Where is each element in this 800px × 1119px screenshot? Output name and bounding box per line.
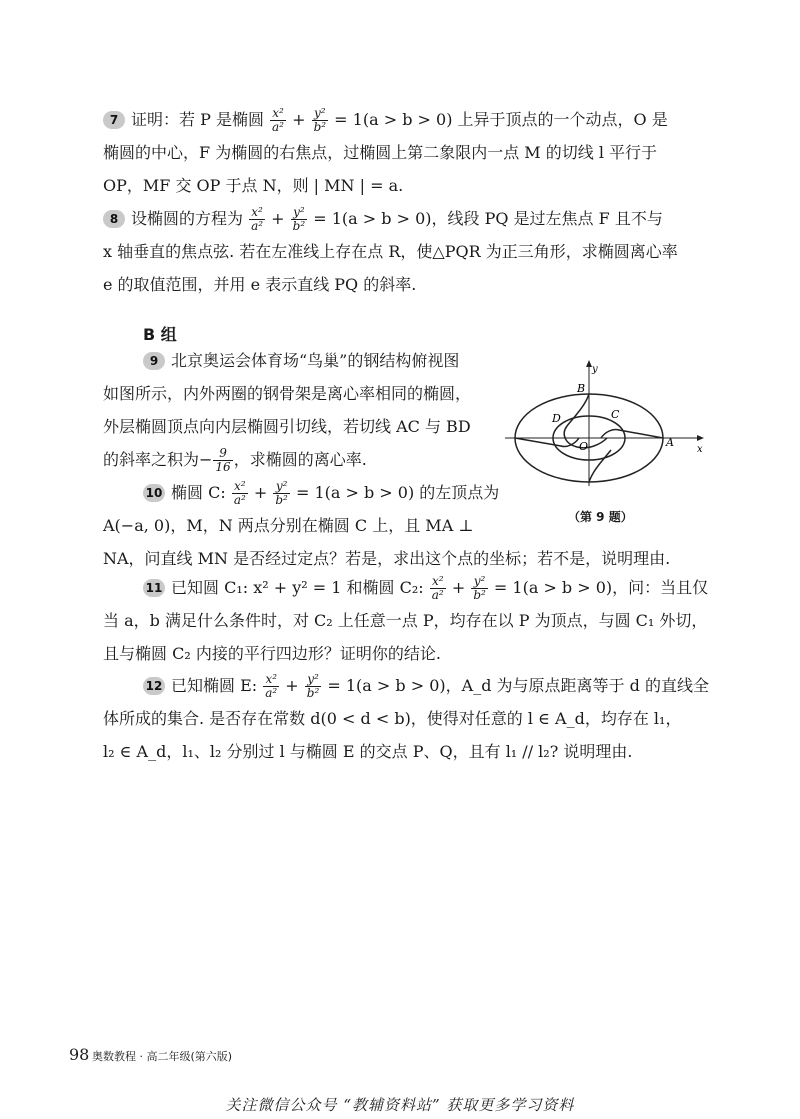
watermark-text: 关注微信公众号 “教辅资料站” 获取更多学习资料 <box>225 1096 575 1114</box>
problem-text: = 1(a > b > 0) 的左顶点为 <box>290 483 500 502</box>
problem-text: NA，问直线 MN 是否经过定点？若是，求出这个点的坐标；若不是，说明理由. <box>103 549 671 568</box>
tangent-line-left <box>515 438 579 447</box>
fraction-x: $\frac{\text{x²}}{\text{a²}}$ <box>251 205 264 233</box>
fraction-x: $\frac{\text{x²}}{\text{a²}}$ <box>272 106 284 134</box>
problem-text: x 轴垂直的焦点弦. 若在左准线上存在点 R，使△PQR 为正三角形，求椭圆离心率 <box>103 242 678 261</box>
problem-text: 且与椭圆 C₂ 内接的平行四边形？证明你的结论. <box>103 644 441 663</box>
problem-number-badge: 10 <box>143 484 165 502</box>
problem-8: 8 设椭圆的方程为 $\frac{\text{x²}}{\text{a²}}$ + $\frac{\text{y²}}{\text{b²}}$ = 1(a > b > 0)，线段 PQ 是过左焦点 F 且不与 x 轴垂直的焦点弦. 若在左准线上存在点 R，使△PQR 为正三角形，求椭圆离心率 e 的取值范围，并用 e 表示直线 PQ 的斜率. <box>103 202 695 301</box>
problem-text: 已知圆 C₁: x² + y² = 1 和椭圆 C₂: <box>171 578 429 597</box>
problem-text: = 1(a > b > 0) 上异于顶点的一个动点，O 是 <box>329 110 668 129</box>
problem-number-badge: 9 <box>143 352 165 370</box>
label-o: O <box>579 440 589 453</box>
problem-number-badge: 7 <box>103 111 125 129</box>
fraction-slope-product: $\frac{9}{16}$ <box>215 446 231 474</box>
fraction-y: $\frac{\text{y²}}{\text{b²}}$ <box>275 479 288 507</box>
problem-text: = 1(a > b > 0)，A_d 为与原点距离等于 d 的直线全 <box>322 676 709 695</box>
fraction-y: $\frac{\text{y²}}{\text{b²}}$ <box>292 205 306 233</box>
problem-11: 11 已知圆 C₁: x² + y² = 1 和椭圆 C₂: $\frac{\text{x²}}{\text{a²}}$ + $\frac{\text{y²}}{\text{b²}}$ = 1(a > b > 0)，问：当且仅 当 a，b 满足什么条件时，对 C₂ 上任意一点 P，均存在以 P 为顶点，与圆 C₁ 外切， 且与椭圆 C₂ 内接的平行四边形？证明你的结论. <box>103 571 695 670</box>
problem-text: 北京奥运会体育场“鸟巢”的钢结构俯视图 <box>171 351 460 370</box>
figure-caption: （第 9 题） <box>568 510 633 524</box>
problem-text: 的斜率之积为− <box>103 450 213 469</box>
label-x: x <box>697 444 703 455</box>
problem-text: 证明：若 P 是椭圆 <box>131 110 270 129</box>
label-y: y <box>592 364 598 375</box>
problem-number-badge: 8 <box>103 210 125 228</box>
label-c: C <box>611 408 620 421</box>
problem-text: = 1(a > b > 0)，问：当且仅 <box>488 578 709 597</box>
fraction-y: $\frac{\text{y²}}{\text{b²}}$ <box>313 106 327 134</box>
problem-12: 12 已知椭圆 E: $\frac{\text{x²}}{\text{a²}}$ + $\frac{\text{y²}}{\text{b²}}$ = 1(a > b > 0)，A_d 为与原点距离等于 d 的直线全 体所成的集合. 是否存在常数 d(0 < d < b)，使得对任意的 l ∈ A_d，均存在 l₁， l₂ ∈ A_d，l₁、l₂ 分别过 l 与椭圆 E 的交点 P、Q，且有 l₁ // l₂? 说明理由. <box>103 669 695 768</box>
problem-10: 10 椭圆 C: $\frac{\text{x²}}{\text{a²}}$ + $\frac{\text{y²}}{\text{b²}}$ = 1(a > b > 0) 的左顶点为 A(−a, 0)，M，N 两点分别在椭圆 C 上，且 MA ⊥ NA，问直线 MN 是否经过定点？若是，求出这个点的坐标；若不是，说明理由. <box>103 476 695 575</box>
label-b: B <box>577 382 586 395</box>
problem-7: 7 证明：若 P 是椭圆 $\frac{\text{x²}}{\text{a²}}$ + $\frac{\text{y²}}{\text{b²}}$ = 1(a > b > 0) 上异于顶点的一个动点，O 是 椭圆的中心，F 为椭圆的右焦点，过椭圆上第二象限内一点 M 的切线 l 平行于 OP，MF 交 OP 于点 N，则 | MN | = a. <box>103 103 695 202</box>
problem-text: OP，MF 交 OP 于点 N，则 | MN | = a. <box>103 176 404 195</box>
fraction-x: $\frac{\text{x²}}{\text{a²}}$ <box>233 479 246 507</box>
bird-nest-ellipse-figure <box>505 358 705 488</box>
problem-text: 设椭圆的方程为 <box>131 209 249 228</box>
problem-text: 已知椭圆 E: <box>171 676 263 695</box>
x-axis-arrow <box>697 435 704 441</box>
label-a: A <box>666 436 674 449</box>
fraction-x: $\frac{\text{x²}}{\text{a²}}$ <box>431 574 444 602</box>
page-number: 98 <box>69 1045 90 1064</box>
problem-text: 椭圆 C: <box>171 483 231 502</box>
problem-number-badge: 12 <box>143 677 165 695</box>
group-b-heading: B 组 <box>143 325 177 344</box>
book-title: 奥数教程 · 高二年级(第六版) <box>92 1050 233 1063</box>
label-d: D <box>552 412 561 425</box>
problem-text: 体所成的集合. 是否存在常数 d(0 < d < b)，使得对任意的 l ∈ A_d，均存在 l₁， <box>103 709 682 728</box>
problem-text: 椭圆的中心，F 为椭圆的右焦点，过椭圆上第二象限内一点 M 的切线 l 平行于 <box>103 143 658 162</box>
problem-text: e 的取值范围，并用 e 表示直线 PQ 的斜率. <box>103 275 417 294</box>
problem-text: = 1(a > b > 0)，线段 PQ 是过左焦点 F 且不与 <box>308 209 663 228</box>
problem-text: ，求椭圆的离心率. <box>233 450 367 469</box>
tangent-line-ac <box>601 429 663 438</box>
problem-9 <box>103 344 503 476</box>
problem-text: 当 a，b 满足什么条件时，对 C₂ 上任意一点 P，均存在以 P 为顶点，与圆 C₁ 外切， <box>103 611 708 630</box>
fraction-y: $\frac{\text{y²}}{\text{b²}}$ <box>306 672 320 700</box>
problem-text: 外层椭圆顶点向内层椭圆引切线，若切线 AC 与 BD <box>103 417 471 436</box>
problem-text: 如图所示，内外两圈的钢骨架是离心率相同的椭圆， <box>103 384 472 403</box>
fraction-x: $\frac{\text{x²}}{\text{a²}}$ <box>265 672 278 700</box>
problem-number-badge: 11 <box>143 579 165 597</box>
fraction-y: $\frac{\text{y²}}{\text{b²}}$ <box>473 574 486 602</box>
problem-text: l₂ ∈ A_d，l₁、l₂ 分别过 l 与椭圆 E 的交点 P、Q，且有 l₁ // l₂? 说明理由. <box>103 742 633 761</box>
problem-text: A(−a, 0)，M，N 两点分别在椭圆 C 上，且 MA ⊥ <box>103 516 474 535</box>
